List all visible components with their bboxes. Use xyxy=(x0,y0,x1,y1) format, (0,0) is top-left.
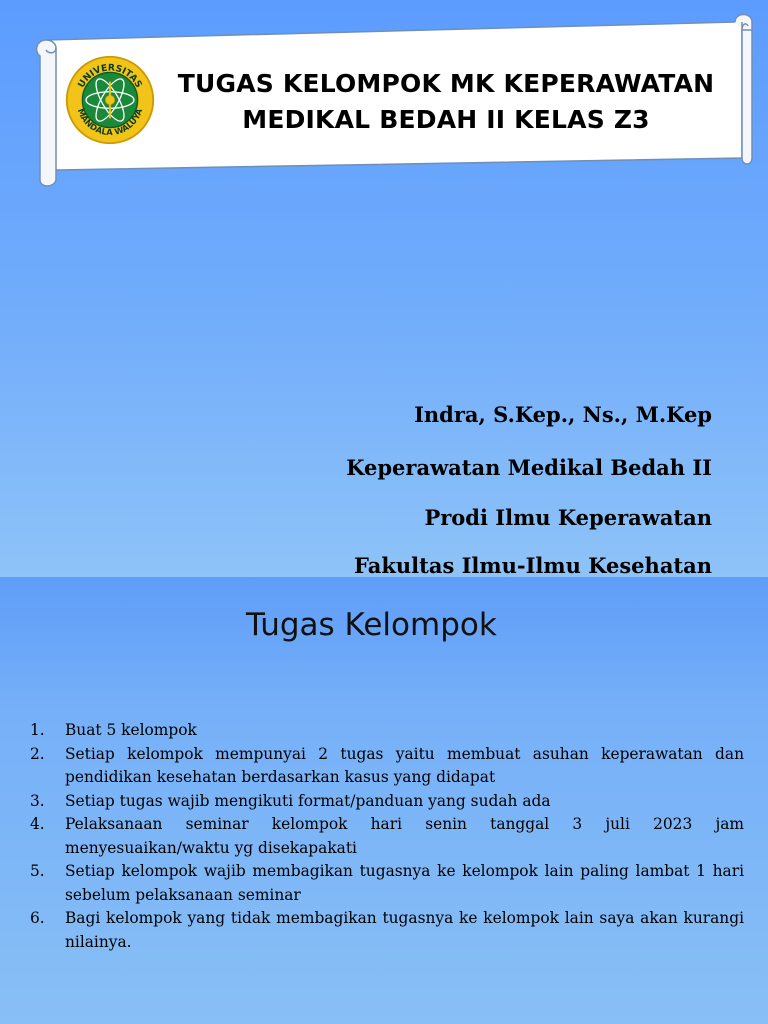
item-text: Pelaksanaan seminar kelompok hari senin tanggal 3 juli 2023 jam menyesuaikan/waktu yg disekapakati xyxy=(65,815,744,857)
logo-text-top: UNIVERSITAS xyxy=(75,62,145,90)
list-item xyxy=(30,813,744,860)
list-item xyxy=(30,743,744,790)
slide-tasks xyxy=(0,577,768,1024)
item-number: 1. xyxy=(30,721,45,739)
banner-title-line1: TUGAS KELOMPOK MK KEPERAWATAN xyxy=(177,69,715,98)
slide-title-text: Tugas Kelompok xyxy=(246,607,497,643)
course-name: Keperawatan Medikal Bedah II xyxy=(346,455,712,480)
list-item xyxy=(30,907,744,954)
item-number: 2. xyxy=(30,744,45,763)
banner-title xyxy=(160,66,732,138)
faculty-name: Fakultas Ilmu-Ilmu Kesehatan xyxy=(354,553,712,577)
item-number: 6. xyxy=(30,909,45,927)
item-text: Bagi kelompok yang tidak membagikan tugasnya ke kelompok lain saya akan kurangi nilainya. xyxy=(65,909,744,951)
lecturer-name: Indra, S.Kep., Ns., M.Kep xyxy=(414,402,712,427)
list-item xyxy=(30,860,744,907)
university-logo-icon xyxy=(64,54,156,146)
study-program: Prodi Ilmu Keperawatan xyxy=(424,505,712,530)
logo-text-bottom: MANDALA WALUYA xyxy=(75,106,145,138)
task-list xyxy=(30,719,744,954)
item-number: 3. xyxy=(30,791,45,810)
item-text: Setiap kelompok wajib membagikan tugasnya ke kelompok lain paling lambat 1 hari sebelum pelaksanaan seminar xyxy=(65,862,744,904)
item-number: 5. xyxy=(30,862,45,880)
item-text: Setiap kelompok mempunyai 2 tugas yaitu membuat asuhan keperawatan dan pendidikan kesehatan berdasarkan kasus yang didapat xyxy=(65,744,744,786)
item-text: Buat 5 kelompok xyxy=(65,721,197,739)
banner-title-line2: MEDIKAL BEDAH II KELAS Z3 xyxy=(242,105,650,134)
list-item xyxy=(30,790,744,814)
list-item xyxy=(30,719,744,743)
item-number: 4. xyxy=(30,815,45,833)
item-text: Setiap tugas wajib mengikuti format/panduan yang sudah ada xyxy=(65,791,551,810)
